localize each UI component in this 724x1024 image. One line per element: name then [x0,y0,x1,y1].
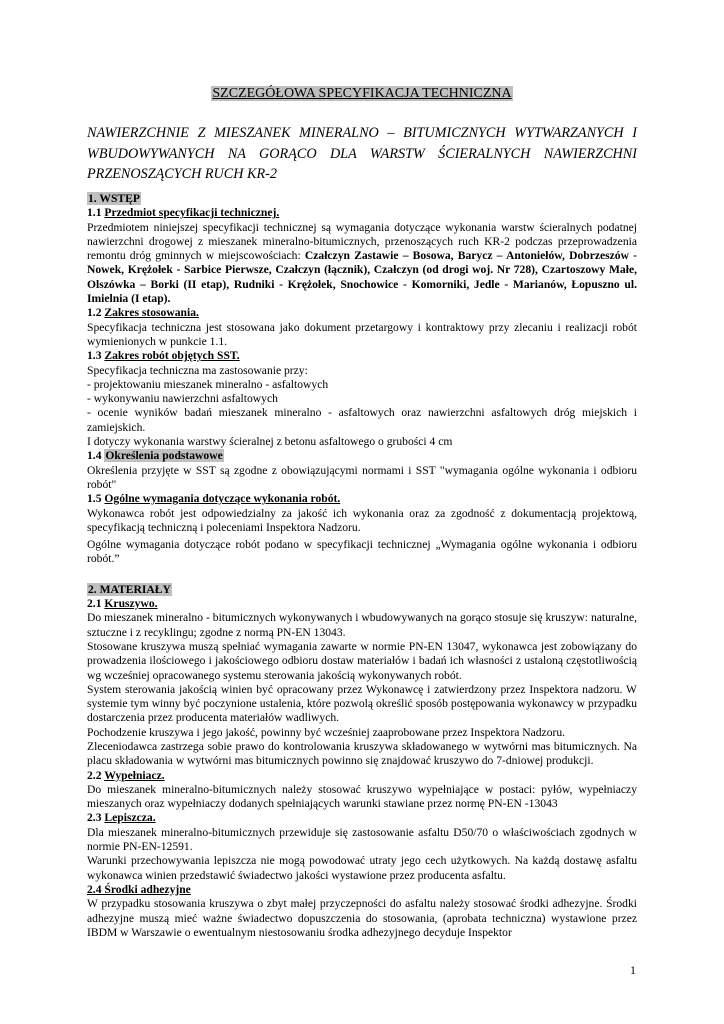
subsection-heading-2-1: 2.1 Kruszywo. [87,597,158,611]
document-subtitle: NAWIERZCHNIE Z MIESZANEK MINERALNO – BITUMICZNYCH WYTWARZANYCH I WBUDOWYWANYCH NA GORĄCO DLA WARSTW ŚCIERALNYCH NAWIERZCHNI PRZENOSZĄCYCH RUCH KR-2 [87,125,637,182]
section-heading-wstep: 1. WSTĘP [88,192,140,205]
document-body [87,192,637,940]
subsection-heading-1-5: 1.5 Ogólne wymagania dotyczące wykonania robót. [87,492,341,506]
list-item: - ocenie wyników badań mieszanek mineralno - asfaltowych oraz nawierzchni asfaltowych dróg miejskich i zamiejskich. [87,406,637,434]
paragraph-2-1: Do mieszanek mineralno - bitumicznych wykonywanych i wbudowywanych na gorąco stosuje się kruszyw: naturalne, sztuczne i z recyklingu; zgodne z normą PN-EN 13043. [87,611,637,639]
paragraph-1-2: Specyfikacja techniczna jest stosowana jako dokument przetargowy i kontraktowy przy zlecaniu i realizacji robót wymienionych w punkcie 1.1. [87,320,637,348]
page-number: 1 [630,963,636,977]
paragraph-2-4: W przypadku stosowania kruszywa o zbyt małej przyczepności do asfaltu należy stosować środki adhezyjne. Środki adhezyjne muszą mieć ważne świadectwo dopuszczenia do stosowania, (aprobata techniczna) wystawione przez IBDM w Warszawie o ewentualnym niestosowaniu środka adhezyjnego decyduje Inspektor [87,897,637,939]
subsection-heading-2-4: 2.4 Środki adhezyjne [87,882,191,896]
paragraph-1-5b: Ogólne wymagania dotyczące robót podano w specyfikacji technicznej „Wymagania ogólne wykonania i odbioru robót.” [87,538,637,566]
subsection-heading-1-2: 1.2 Zakres stosowania. [87,306,199,320]
paragraph-2-3a: Dla mieszanek mineralno-bitumicznych przewiduje się zastosowanie asfaltu D50/70 o właściwościach zgodnych w normie PN-EN-12591. [87,825,637,854]
list-item: - wykonywaniu nawierzchni asfaltowych [87,392,278,406]
paragraph-1-1: Przedmiotem niniejszej specyfikacji technicznej są wymagania dotyczące wykonania warstw ścieralnych podatnej nawierzchni drogowej z mieszanek mineralno-bitumicznych, przenoszących ruch KR-2 podczas przeprowadzenia remontu dróg gminnych w miejscowościach: Czałczyn Zastawie – Bosowa, Barycz – Antoniełów, Dobrzeszów - Nowek, Krężołek - Sarbice Pierwsze, Czałczyn (łącznik), Czałczyn (od drogi woj. Nr 728), Czartoszowy Małe, Olszówka – Borki (II etap), Rudniki - Krężołek, Snochowice - Komorniki, Jedle - Marianów, Łopuszno ul. Imielnia (I etap). [87,220,637,306]
subsection-heading-2-2: 2.2 Wypełniacz. [87,768,165,782]
paragraph-1-4: Określenia przyjęte w SST są zgodne z obowiązującymi normami i SST "wymagania ogólne wykonania i odbioru robót" [87,463,637,491]
document-title: SZCZEGÓŁOWA SPECYFIKACJA TECHNICZNA [212,86,512,101]
subsection-heading-1-4: 1.4 Określenia podstawowe [87,449,223,463]
locations-list: Czałczyn Zastawie – Bosowa, Barycz – Antoniełów, Dobrzeszów - Nowek, Krężołek - Sarbice Pierwsze, Czałczyn (łącznik), Czałczyn (od drogi woj. Nr 728), Czartoszowy Małe, Olszówka – Borki (II etap), Rudniki - Krężołek, Snochowice - Komorniki, Jedle - Marianów, Łopuszno ul. Imielnia (I etap). [87,249,637,306]
paragraph-1-3-intro: Specyfikacja techniczna ma zastosowanie przy: [87,363,308,377]
paragraph-2-2: Do mieszanek mineralno-bitumicznych należy stosować kruszywo wypełniające w postaci: pyłów, wypełniaczy mieszanych oraz wypełniaczy dodanych spełniających warunki stawiane przez normę PN-EN -13043 [87,782,637,811]
paragraph-1-5a: Wykonawca robót jest odpowiedzialny za jakość ich wykonania oraz za zgodność z dokumentacją projektową, specyfikacją techniczną i poleceniami Inspektora Nadzoru. [87,506,637,534]
subsection-heading-1-3: 1.3 Zakres robót objętych SST. [87,349,240,363]
subsection-heading-1-1: 1.1 Przedmiot specyfikacji technicznej. [87,206,280,220]
paragraph-2-1: System sterowania jakością winien być opracowany przez Wykonawcę i zatwierdzony przez Inspektora nadzoru. W systemie tym winny być poczynione ustalenia, które pozwolą określić sposób postępowania wykonawcy w przypadku dostarczenia przez producenta materiałów wadliwych. [87,682,637,725]
paragraph-1-3-extra: I dotyczy wykonania warstwy ścieralnej z betonu asfaltowego o grubości 4 cm [87,435,453,449]
section-heading-materialy: 2. MATERIAŁY [88,582,171,596]
list-item: - projektowaniu mieszanek mineralno - asfaltowych [87,377,329,391]
subsection-heading-2-3: 2.3 Lepiszcza. [87,811,156,825]
paragraph-2-1: Pochodzenie kruszywa i jego jakość, powinny być wcześniej zaaprobowane przez Inspektora Nadzoru. [87,725,566,739]
paragraph-2-1: Zleceniodawca zastrzega sobie prawo do kontrolowania kruszywa składowanego w wytwórni mas bitumicznych. Na placu składowania w wytwórni mas bitumicznych powinno się znajdować kruszywo do 7-dniowej produkcji. [87,739,637,768]
paragraph-2-3b: Warunki przechowywania lepiszcza nie mogą powodować utraty jego cech użytkowych. Na każdą dostawę asfaltu wykonawca winien przedstawić świadectwo jakości wystawione przez producenta asfaltu. [87,854,637,882]
paragraph-2-1: Stosowane kruszywa muszą spełniać wymagania zawarte w normie PN-EN 13047, wykonawca jest zobowiązany do prowadzenia ilościowego i jakościowego odbioru dostaw materiałów i badań ich własności z ustaloną częstotliwością wg wcześniej opracowanego systemu sterowania jakością wykonywanych robót. [87,639,637,682]
